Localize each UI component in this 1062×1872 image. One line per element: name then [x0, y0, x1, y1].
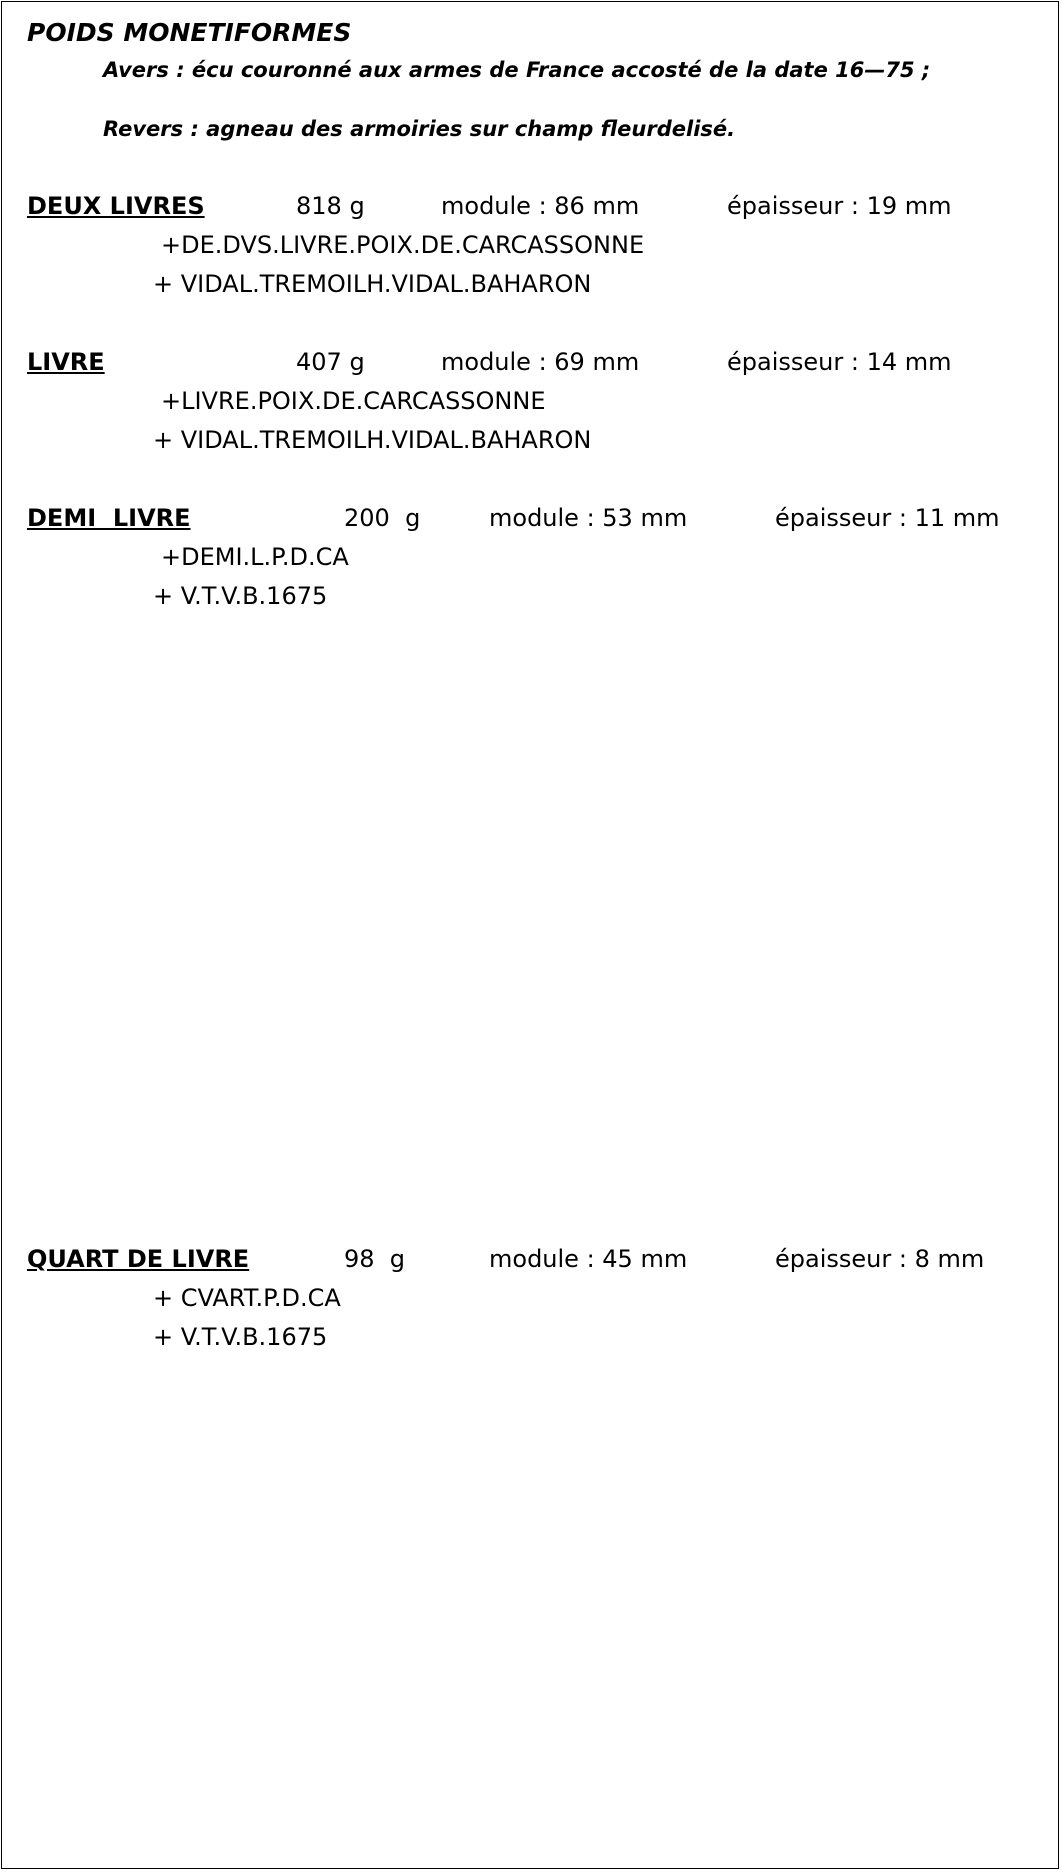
entry-thickness: épaisseur : 8 mm — [775, 1245, 985, 1273]
entry-reverse-legend: + VIDAL.TREMOILH.VIDAL.BAHARON — [153, 270, 592, 298]
entry-module: module : 53 mm — [489, 504, 688, 532]
entry-name: LIVRE — [27, 348, 105, 376]
entry-weight: 818 g — [296, 192, 365, 220]
entry-module: module : 86 mm — [441, 192, 640, 220]
revers-description: Revers : agneau des armoiries sur champ fleurdelisé. — [103, 117, 736, 141]
entry-name: DEUX LIVRES — [27, 192, 205, 220]
entry-reverse-legend: + V.T.V.B.1675 — [153, 582, 328, 610]
entry-thickness: épaisseur : 14 mm — [727, 348, 952, 376]
entry-reverse-legend: + V.T.V.B.1675 — [153, 1323, 328, 1351]
entry-weight: 407 g — [296, 348, 365, 376]
entry-obverse-legend: + CVART.P.D.CA — [153, 1284, 341, 1312]
entry-obverse-legend: +DE.DVS.LIVRE.POIX.DE.CARCASSONNE — [161, 231, 645, 259]
entry-obverse-legend: +LIVRE.POIX.DE.CARCASSONNE — [161, 387, 546, 415]
entry-module: module : 45 mm — [489, 1245, 688, 1273]
document-title: POIDS MONETIFORMES — [27, 18, 352, 47]
entry-weight: 98 g — [344, 1245, 406, 1273]
entry-name: DEMI LIVRE — [27, 504, 191, 532]
entry-reverse-legend: + VIDAL.TREMOILH.VIDAL.BAHARON — [153, 426, 592, 454]
entry-name: QUART DE LIVRE — [27, 1245, 250, 1273]
entry-thickness: épaisseur : 11 mm — [775, 504, 1000, 532]
entry-thickness: épaisseur : 19 mm — [727, 192, 952, 220]
entry-module: module : 69 mm — [441, 348, 640, 376]
avers-description: Avers : écu couronné aux armes de France accosté de la date 16—75 ; — [103, 58, 931, 82]
entry-weight: 200 g — [344, 504, 421, 532]
entry-obverse-legend: +DEMI.L.P.D.CA — [161, 543, 349, 571]
